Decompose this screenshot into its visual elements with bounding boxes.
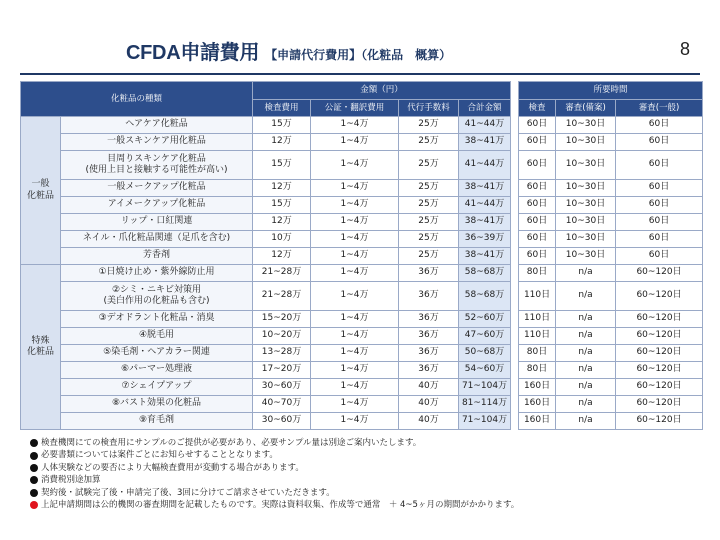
group-label: 一般 化粧品: [21, 117, 61, 265]
inspection-time-cell: 80日: [519, 345, 556, 362]
agency-fee-cell: 36万: [399, 328, 459, 345]
item-name: ①日焼け止め・紫外線防止用: [61, 265, 253, 282]
inspection-fee-cell: 12万: [253, 248, 311, 265]
review-filing-cell: n/a: [556, 328, 616, 345]
notary-fee-cell: 1~4万: [311, 214, 399, 231]
notary-fee-cell: 1~4万: [311, 134, 399, 151]
column-gap: [511, 151, 519, 180]
column-gap: [511, 282, 519, 311]
agency-fee-cell: 25万: [399, 231, 459, 248]
review-filing-cell: n/a: [556, 265, 616, 282]
note-text: 上記申請期間は公的機関の審査期間を記載したものです。実際は資料収集、作成等で通常 ＋ 4~5ヶ月の期間がかかります。: [41, 500, 520, 511]
item-name: ネイル・爪化粧品関連（足爪を含む): [61, 231, 253, 248]
item-name: ②シミ・ニキビ対策用 (美白作用の化粧品も含む): [61, 282, 253, 311]
note-item: [30, 437, 710, 449]
inspection-time-cell: 60日: [519, 117, 556, 134]
table-row: [21, 328, 703, 345]
column-gap: [511, 231, 519, 248]
review-filing-cell: 10~30日: [556, 231, 616, 248]
agency-fee-cell: 36万: [399, 265, 459, 282]
review-general-cell: 60~120日: [616, 413, 703, 430]
table-row: [21, 362, 703, 379]
agency-fee-cell: 25万: [399, 214, 459, 231]
total-cell: 38~41万: [459, 214, 511, 231]
col-header-inspection-fee: 検査費用: [253, 100, 311, 117]
inspection-fee-cell: 30~60万: [253, 413, 311, 430]
header-category: 化粧品の種類: [21, 82, 253, 117]
item-name: 目周りスキンケア化粧品 (使用上目と接触する可能性が高い): [61, 151, 253, 180]
total-cell: 38~41万: [459, 134, 511, 151]
review-filing-cell: 10~30日: [556, 180, 616, 197]
notary-fee-cell: 1~4万: [311, 396, 399, 413]
column-gap: [511, 180, 519, 197]
review-filing-cell: n/a: [556, 396, 616, 413]
title-main: CFDA申請費用: [126, 42, 260, 64]
total-cell: 47~60万: [459, 328, 511, 345]
total-cell: 58~68万: [459, 282, 511, 311]
item-name: ⑧バスト効果の化粧品: [61, 396, 253, 413]
notary-fee-cell: 1~4万: [311, 328, 399, 345]
table-row: [21, 345, 703, 362]
item-name: 一般スキンケア用化粧品: [61, 134, 253, 151]
agency-fee-cell: 40万: [399, 413, 459, 430]
column-gap: [511, 379, 519, 396]
col-header-inspection-time: 検査: [519, 100, 556, 117]
notary-fee-cell: 1~4万: [311, 197, 399, 214]
column-gap: [511, 265, 519, 282]
note-text: 人体実験などの要否により大幅検査費用が変動する場合があります。: [41, 462, 304, 473]
col-header-agency-fee: 代行手数料: [399, 100, 459, 117]
table-row: [21, 248, 703, 265]
fee-table: [20, 81, 703, 430]
inspection-fee-cell: 12万: [253, 214, 311, 231]
review-general-cell: 60日: [616, 180, 703, 197]
review-general-cell: 60~120日: [616, 265, 703, 282]
total-cell: 41~44万: [459, 151, 511, 180]
col-header-total: 合計金額: [459, 100, 511, 117]
agency-fee-cell: 36万: [399, 282, 459, 311]
note-text: 消費税別途加算: [41, 475, 101, 486]
inspection-fee-cell: 40~70万: [253, 396, 311, 413]
header-amount-group: 金額（円）: [253, 82, 511, 100]
col-header-review-general: 審査(一般): [616, 100, 703, 117]
item-name: ⑤染毛剤・ヘアカラー関連: [61, 345, 253, 362]
total-cell: 38~41万: [459, 180, 511, 197]
inspection-fee-cell: 15万: [253, 117, 311, 134]
inspection-fee-cell: 30~60万: [253, 379, 311, 396]
agency-fee-cell: 25万: [399, 248, 459, 265]
review-filing-cell: 10~30日: [556, 214, 616, 231]
table-row: [21, 265, 703, 282]
agency-fee-cell: 36万: [399, 311, 459, 328]
agency-fee-cell: 25万: [399, 134, 459, 151]
notary-fee-cell: 1~4万: [311, 362, 399, 379]
item-name: ⑦シェイプアップ: [61, 379, 253, 396]
inspection-fee-cell: 12万: [253, 180, 311, 197]
table-row: [21, 180, 703, 197]
inspection-fee-cell: 15万: [253, 197, 311, 214]
notes-list: [30, 437, 710, 511]
bullet-icon: [30, 501, 38, 509]
table-row: [21, 151, 703, 180]
table-row: [21, 396, 703, 413]
review-general-cell: 60日: [616, 214, 703, 231]
inspection-fee-cell: 10万: [253, 231, 311, 248]
column-gap: [511, 396, 519, 413]
column-gap: [511, 214, 519, 231]
item-name: ③デオドラント化粧品・消臭: [61, 311, 253, 328]
inspection-time-cell: 60日: [519, 134, 556, 151]
group-label: 特殊 化粧品: [21, 265, 61, 430]
table-row: [21, 282, 703, 311]
review-filing-cell: 10~30日: [556, 117, 616, 134]
column-gap: [511, 413, 519, 430]
total-cell: 38~41万: [459, 248, 511, 265]
review-general-cell: 60日: [616, 248, 703, 265]
table-row: [21, 413, 703, 430]
total-cell: 52~60万: [459, 311, 511, 328]
table-row: [21, 134, 703, 151]
review-general-cell: 60~120日: [616, 345, 703, 362]
column-gap: [511, 345, 519, 362]
inspection-fee-cell: 21~28万: [253, 265, 311, 282]
bullet-icon: [30, 476, 38, 484]
review-general-cell: 60~120日: [616, 311, 703, 328]
col-header-review-filing: 審査(備案): [556, 100, 616, 117]
table-row: [21, 214, 703, 231]
inspection-fee-cell: 21~28万: [253, 282, 311, 311]
header-gap: [511, 82, 519, 117]
header-time-group: 所要時間: [519, 82, 703, 100]
inspection-time-cell: 110日: [519, 311, 556, 328]
title-divider: [20, 73, 700, 75]
total-cell: 58~68万: [459, 265, 511, 282]
review-general-cell: 60~120日: [616, 379, 703, 396]
review-filing-cell: 10~30日: [556, 151, 616, 180]
inspection-time-cell: 80日: [519, 362, 556, 379]
inspection-fee-cell: 13~28万: [253, 345, 311, 362]
inspection-time-cell: 60日: [519, 180, 556, 197]
slide-title: [126, 36, 451, 68]
item-name: ⑨育毛剤: [61, 413, 253, 430]
review-filing-cell: n/a: [556, 345, 616, 362]
bullet-icon: [30, 464, 38, 472]
inspection-time-cell: 60日: [519, 197, 556, 214]
inspection-fee-cell: 12万: [253, 134, 311, 151]
notary-fee-cell: 1~4万: [311, 282, 399, 311]
inspection-fee-cell: 15~20万: [253, 311, 311, 328]
review-general-cell: 60日: [616, 151, 703, 180]
notary-fee-cell: 1~4万: [311, 311, 399, 328]
notary-fee-cell: 1~4万: [311, 248, 399, 265]
bullet-icon: [30, 489, 38, 497]
notary-fee-cell: 1~4万: [311, 231, 399, 248]
bullet-icon: [30, 452, 38, 460]
table-body: [21, 117, 703, 430]
review-filing-cell: n/a: [556, 413, 616, 430]
item-name: 芳香剤: [61, 248, 253, 265]
note-item: [30, 462, 710, 474]
notary-fee-cell: 1~4万: [311, 413, 399, 430]
notary-fee-cell: 1~4万: [311, 345, 399, 362]
inspection-time-cell: 80日: [519, 265, 556, 282]
review-filing-cell: n/a: [556, 362, 616, 379]
note-item: [30, 487, 710, 499]
agency-fee-cell: 40万: [399, 396, 459, 413]
review-general-cell: 60日: [616, 197, 703, 214]
total-cell: 81~114万: [459, 396, 511, 413]
inspection-fee-cell: 10~20万: [253, 328, 311, 345]
note-item: [30, 449, 710, 461]
column-gap: [511, 197, 519, 214]
item-name: アイメークアップ化粧品: [61, 197, 253, 214]
table-row: [21, 311, 703, 328]
note-text: 検査機関にての検査用にサンプルのご提供が必要があり、必要サンプル量は別途ご案内いたします。: [41, 438, 422, 448]
agency-fee-cell: 40万: [399, 379, 459, 396]
total-cell: 41~44万: [459, 197, 511, 214]
inspection-time-cell: 60日: [519, 248, 556, 265]
column-gap: [511, 362, 519, 379]
item-name: ④脱毛用: [61, 328, 253, 345]
notary-fee-cell: 1~4万: [311, 151, 399, 180]
review-general-cell: 60~120日: [616, 282, 703, 311]
table-row: [21, 117, 703, 134]
title-sub: 【申請代行費用】（化粧品 概算）: [265, 48, 452, 62]
inspection-time-cell: 160日: [519, 379, 556, 396]
inspection-time-cell: 60日: [519, 151, 556, 180]
item-name: ヘアケア化粧品: [61, 117, 253, 134]
table-row: [21, 379, 703, 396]
review-general-cell: 60日: [616, 117, 703, 134]
review-general-cell: 60~120日: [616, 328, 703, 345]
inspection-time-cell: 60日: [519, 231, 556, 248]
notary-fee-cell: 1~4万: [311, 265, 399, 282]
inspection-time-cell: 110日: [519, 328, 556, 345]
review-filing-cell: 10~30日: [556, 134, 616, 151]
review-filing-cell: n/a: [556, 282, 616, 311]
review-general-cell: 60~120日: [616, 396, 703, 413]
notary-fee-cell: 1~4万: [311, 180, 399, 197]
review-filing-cell: 10~30日: [556, 248, 616, 265]
total-cell: 54~60万: [459, 362, 511, 379]
review-filing-cell: 10~30日: [556, 197, 616, 214]
agency-fee-cell: 36万: [399, 345, 459, 362]
agency-fee-cell: 25万: [399, 197, 459, 214]
column-gap: [511, 248, 519, 265]
agency-fee-cell: 36万: [399, 362, 459, 379]
table-row: [21, 197, 703, 214]
review-general-cell: 60~120日: [616, 362, 703, 379]
column-gap: [511, 134, 519, 151]
inspection-time-cell: 110日: [519, 282, 556, 311]
notary-fee-cell: 1~4万: [311, 379, 399, 396]
column-gap: [511, 117, 519, 134]
note-text: 契約後・試験完了後・申請完了後、3回に分けてご請求させていただきます。: [41, 487, 335, 498]
item-name: ⑥パーマー処理液: [61, 362, 253, 379]
agency-fee-cell: 25万: [399, 180, 459, 197]
total-cell: 41~44万: [459, 117, 511, 134]
note-item: [30, 474, 710, 486]
column-gap: [511, 328, 519, 345]
review-general-cell: 60日: [616, 231, 703, 248]
agency-fee-cell: 25万: [399, 151, 459, 180]
item-name: リップ・口紅関連: [61, 214, 253, 231]
total-cell: 71~104万: [459, 379, 511, 396]
inspection-fee-cell: 17~20万: [253, 362, 311, 379]
page-number: 8: [679, 39, 690, 59]
total-cell: 36~39万: [459, 231, 511, 248]
note-item: [30, 499, 710, 511]
note-text: 必要書類については案件ごとにお知らせすることとなります。: [41, 450, 278, 461]
inspection-time-cell: 60日: [519, 214, 556, 231]
inspection-time-cell: 160日: [519, 413, 556, 430]
review-filing-cell: n/a: [556, 379, 616, 396]
notary-fee-cell: 1~4万: [311, 117, 399, 134]
inspection-time-cell: 160日: [519, 396, 556, 413]
review-filing-cell: n/a: [556, 311, 616, 328]
col-header-notary-fee: 公証・翻訳費用: [311, 100, 399, 117]
item-name: 一般メークアップ化粧品: [61, 180, 253, 197]
total-cell: 71~104万: [459, 413, 511, 430]
inspection-fee-cell: 15万: [253, 151, 311, 180]
review-general-cell: 60日: [616, 134, 703, 151]
table-row: [21, 231, 703, 248]
total-cell: 50~68万: [459, 345, 511, 362]
column-gap: [511, 311, 519, 328]
agency-fee-cell: 25万: [399, 117, 459, 134]
bullet-icon: [30, 439, 38, 447]
